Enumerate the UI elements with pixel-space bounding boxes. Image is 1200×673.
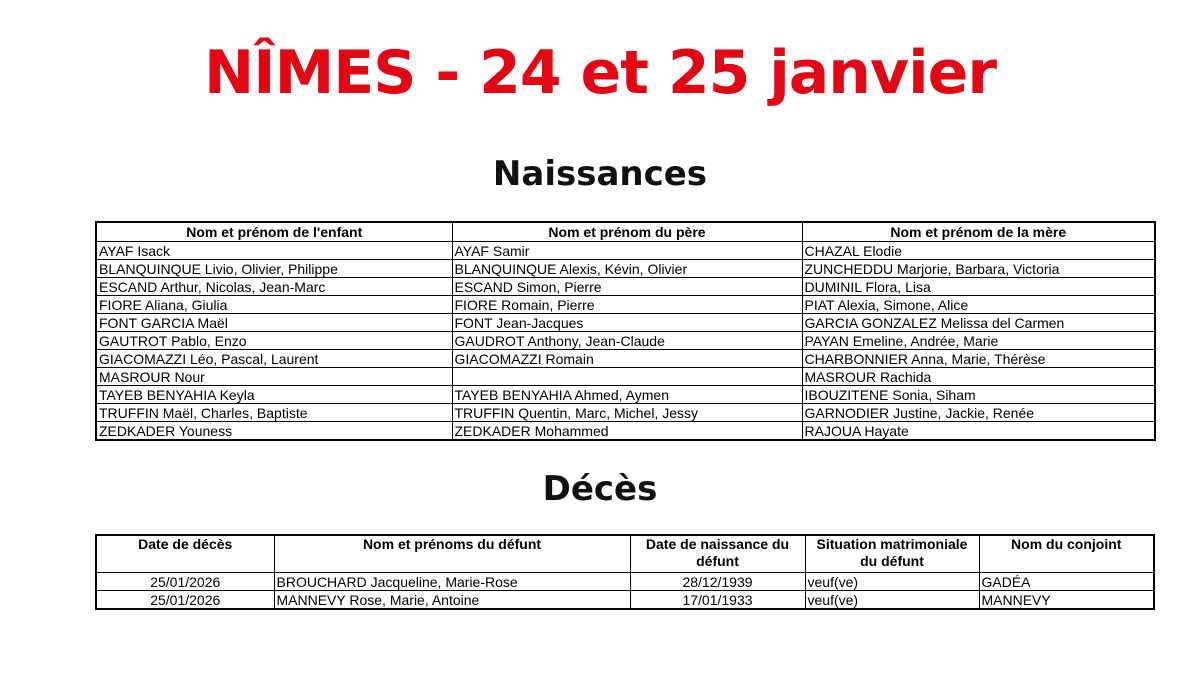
deceased-name: BROUCHARD Jacqueline, Marie-Rose [274, 573, 630, 591]
child-name: TRUFFIN Maël, Charles, Baptiste [96, 404, 452, 422]
table-row [96, 332, 1155, 350]
father-name [452, 368, 802, 386]
father-name: ESCAND Simon, Pierre [452, 278, 802, 296]
father-name: TAYEB BENYAHIA Ahmed, Aymen [452, 386, 802, 404]
column-header-death-date: Date de décès [96, 535, 274, 573]
table-row [96, 296, 1155, 314]
column-header-spouse-name: Nom du conjoint [979, 535, 1154, 573]
deaths-header-row [96, 535, 1154, 573]
table-row [96, 260, 1155, 278]
table-row [96, 314, 1155, 332]
father-name: GIACOMAZZI Romain [452, 350, 802, 368]
column-header-deceased-name: Nom et prénoms du défunt [274, 535, 630, 573]
births-header-row [96, 222, 1155, 242]
deaths-heading: Décès [542, 469, 658, 509]
father-name: BLANQUINQUE Alexis, Kévin, Olivier [452, 260, 802, 278]
column-header-child: Nom et prénom de l'enfant [96, 222, 452, 242]
mother-name: RAJOUA Hayate [802, 422, 1155, 441]
marital-status: veuf(ve) [805, 573, 979, 591]
table-row [96, 591, 1154, 610]
spouse-name: MANNEVY [979, 591, 1154, 610]
father-name: FONT Jean-Jacques [452, 314, 802, 332]
child-name: FONT GARCIA Maël [96, 314, 452, 332]
table-row [96, 386, 1155, 404]
child-name: AYAF Isack [96, 242, 452, 260]
births-table [95, 221, 1156, 441]
father-name: ZEDKADER Mohammed [452, 422, 802, 441]
child-name: GIACOMAZZI Léo, Pascal, Laurent [96, 350, 452, 368]
child-name: FIORE Aliana, Giulia [96, 296, 452, 314]
father-name: GAUDROT Anthony, Jean-Claude [452, 332, 802, 350]
spouse-name: GADÉA [979, 573, 1154, 591]
death-date: 25/01/2026 [96, 591, 274, 610]
mother-name: PIAT Alexia, Simone, Alice [802, 296, 1155, 314]
child-name: GAUTROT Pablo, Enzo [96, 332, 452, 350]
child-name: ESCAND Arthur, Nicolas, Jean-Marc [96, 278, 452, 296]
births-heading: Naissances [492, 154, 708, 194]
table-row [96, 242, 1155, 260]
mother-name: GARCIA GONZALEZ Melissa del Carmen [802, 314, 1155, 332]
mother-name: CHARBONNIER Anna, Marie, Thérèse [802, 350, 1155, 368]
deceased-name: MANNEVY Rose, Marie, Antoine [274, 591, 630, 610]
table-row [96, 422, 1155, 441]
column-header-father: Nom et prénom du père [452, 222, 802, 242]
table-row [96, 404, 1155, 422]
father-name: FIORE Romain, Pierre [452, 296, 802, 314]
child-name: TAYEB BENYAHIA Keyla [96, 386, 452, 404]
mother-name: IBOUZITENE Sonia, Siham [802, 386, 1155, 404]
mother-name: PAYAN Emeline, Andrée, Marie [802, 332, 1155, 350]
father-name: AYAF Samir [452, 242, 802, 260]
child-name: MASROUR Nour [96, 368, 452, 386]
death-date: 25/01/2026 [96, 573, 274, 591]
table-row [96, 368, 1155, 386]
deaths-table [95, 534, 1155, 610]
mother-name: DUMINIL Flora, Lisa [802, 278, 1155, 296]
column-header-marital-status: Situation matrimoniale du défunt [805, 535, 979, 573]
table-row [96, 573, 1154, 591]
column-header-birth-date: Date de naissance du défunt [630, 535, 805, 573]
birth-date: 17/01/1933 [630, 591, 805, 610]
marital-status: veuf(ve) [805, 591, 979, 610]
child-name: ZEDKADER Youness [96, 422, 452, 441]
child-name: BLANQUINQUE Livio, Olivier, Philippe [96, 260, 452, 278]
mother-name: GARNODIER Justine, Jackie, Renée [802, 404, 1155, 422]
mother-name: CHAZAL Elodie [802, 242, 1155, 260]
table-row [96, 278, 1155, 296]
column-header-mother: Nom et prénom de la mère [802, 222, 1155, 242]
mother-name: MASROUR Rachida [802, 368, 1155, 386]
table-row [96, 350, 1155, 368]
page-title: NÎMES - 24 et 25 janvier [204, 38, 996, 108]
mother-name: ZUNCHEDDU Marjorie, Barbara, Victoria [802, 260, 1155, 278]
father-name: TRUFFIN Quentin, Marc, Michel, Jessy [452, 404, 802, 422]
birth-date: 28/12/1939 [630, 573, 805, 591]
